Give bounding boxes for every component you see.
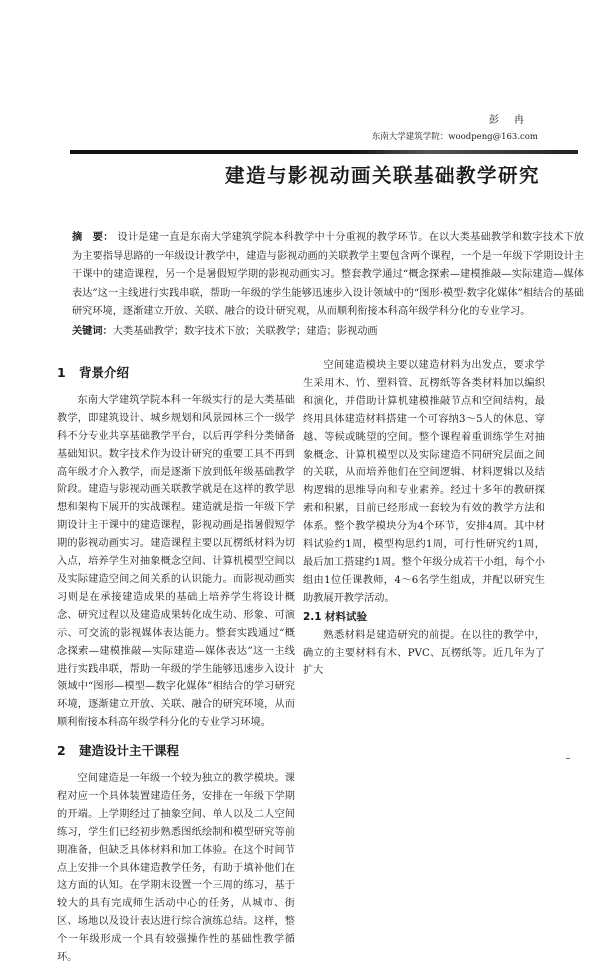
section-2-1-heading: [303, 609, 545, 627]
author-name: 彭 冉: [488, 115, 530, 126]
section-1-heading: [57, 364, 295, 382]
section-2-paragraph-1: 空间建造是一年级一个较为独立的教学模块。课程对应一个具体装置建造任务，安排在一年级下学期的开端。上学期经过了抽象空间、单人以及二人空间练习，学生们已经初步熟悉图纸绘制和模型研究等前期准备，但缺乏具体材料和加工体验。在这个时间节点上安排一个具体建造教学任务，有助于填补他们在这方面的认知。在学期末设置一个三周的练习，基于较大的具有完成师生活动中心的任务，从城市、街区、场地以及设计表达进行综合演练总结。这样，整个一年级形成一个具有较强操作性的基础性教学循环。: [57, 773, 295, 964]
header-rule: [70, 150, 578, 154]
section-2-title: 建造设计主干课程: [79, 743, 180, 759]
section-2-1-paragraph: 熟悉材料是建造研究的前提。在以往的教学中，确立的主要材料有木、PVC、瓦楞纸等。近几年为了扩大: [303, 629, 545, 677]
section-2-paragraph-2: 空间建造模块主要以建造材料为出发点，要求学生采用木、竹、塑料管、瓦楞纸等各类材料加以编织和演化，并借助计算机建模推敲节点和空间结构，最终用具体建造材料搭建一个可容纳3～5人的休息、穿越、等候或眺望的空间。整个课程着重训练学生对抽象概念、计算机模型以及实际建造不同研究层面之间的关联，从而培养他们在空间逻辑、材料逻辑以及结构逻辑的思维导向和专业素养。经过十多年的教研探索和积累，目前已经形成一套较为有效的教学方法和体系。整个教学模块分为4个环节，安排4周。其中材料试验约1周，模型构思约1周，可行性研究约1周，最后加工搭建约1周。整个年级分成若干小组，每个小组由1位任课教师，4～6名学生组成，并配以研究生助教展开教学活动。: [303, 360, 545, 604]
paper-title: 建造与影视动画关联基础教学研究: [225, 164, 541, 187]
keywords-label: 关键词：: [72, 325, 113, 337]
keywords-text: 大类基础教学；数字技术下放；关联教学；建造；影视动画: [112, 326, 378, 337]
keywords: [72, 322, 584, 337]
section-2-1-number: 2.1: [303, 610, 322, 623]
section-1-number: 1: [57, 365, 66, 380]
section-1-paragraph: 东南大学建筑学院本科一年级实行的是大类基础教学，即建筑设计、城乡规划和风景园林三个一级学科不分专业共享基础教学平台，以后再学科分类储备基础知识。数字技术作为设计研究的重要工具不再到高年级才介入教学，而是逐渐下放到低年级基础教学阶段。建造与影视动画关联教学就是在这样的教学思想和架构下展开的实战课程。建造就是指一年级下学期设计主干课中的建造课程，影视动画是指暑假短学期的影视动画实习。建造课程主要以瓦楞纸材料为切入点，培养学生对抽象概念空间、计算机模型空间以及实际建造空间之间关系的认识能力。而影视动画实习则是在承接建造成果的基础上培养学生将设计概念、研究过程以及建造成果转化成生动、形象、可演示、可交流的影视媒体表达能力。整套实践通过“概念探索—建模推敲—实际建造—媒体表达”这一主线进行实践串联，帮助一年级的学生能够迅速步入设计领域中“图形—模型—数字化媒体”相结合的学习研究环境，逐渐建立开放、关联、融合的研究环境，从而顺利衔接本科高年级学科分化的专业学习环境。: [57, 394, 295, 729]
abstract: [72, 228, 584, 322]
abstract-label: 摘 要：: [72, 231, 114, 243]
left-column: [57, 362, 295, 967]
section-2-heading: [57, 742, 295, 760]
section-1-title: 背景介绍: [79, 365, 130, 380]
right-column: [303, 357, 545, 680]
section-2-1-title: 材料试验: [325, 610, 367, 623]
page-mark: [566, 758, 570, 759]
author-affiliation: 东南大学建筑学院：woodpeng@163.com: [371, 132, 538, 142]
section-2-number: 2: [57, 743, 66, 759]
abstract-text: 设计是建一直是东南大学建筑学院本科教学中十分重视的教学环节。在以大类基础教学和数字技术下放为主要指导思路的一年级设计教学中，建造与影视动画的关联教学主要包含两个课程，一个是一年级下学期设计主干课中的建造课程，另一个是暑假短学期的影视动画实习。整套教学通过“概念探索—建模推敲—实际建造—媒体表达”这一主线进行实践串联，帮助一年级的学生能够迅速步入设计领域中的“图形·模型·数字化媒体”相结合的基础研究环境，逐渐建立开放、关联、融合的设计研究观，从而顺利衔接本科高年级学科分化的专业学习。: [72, 232, 584, 318]
